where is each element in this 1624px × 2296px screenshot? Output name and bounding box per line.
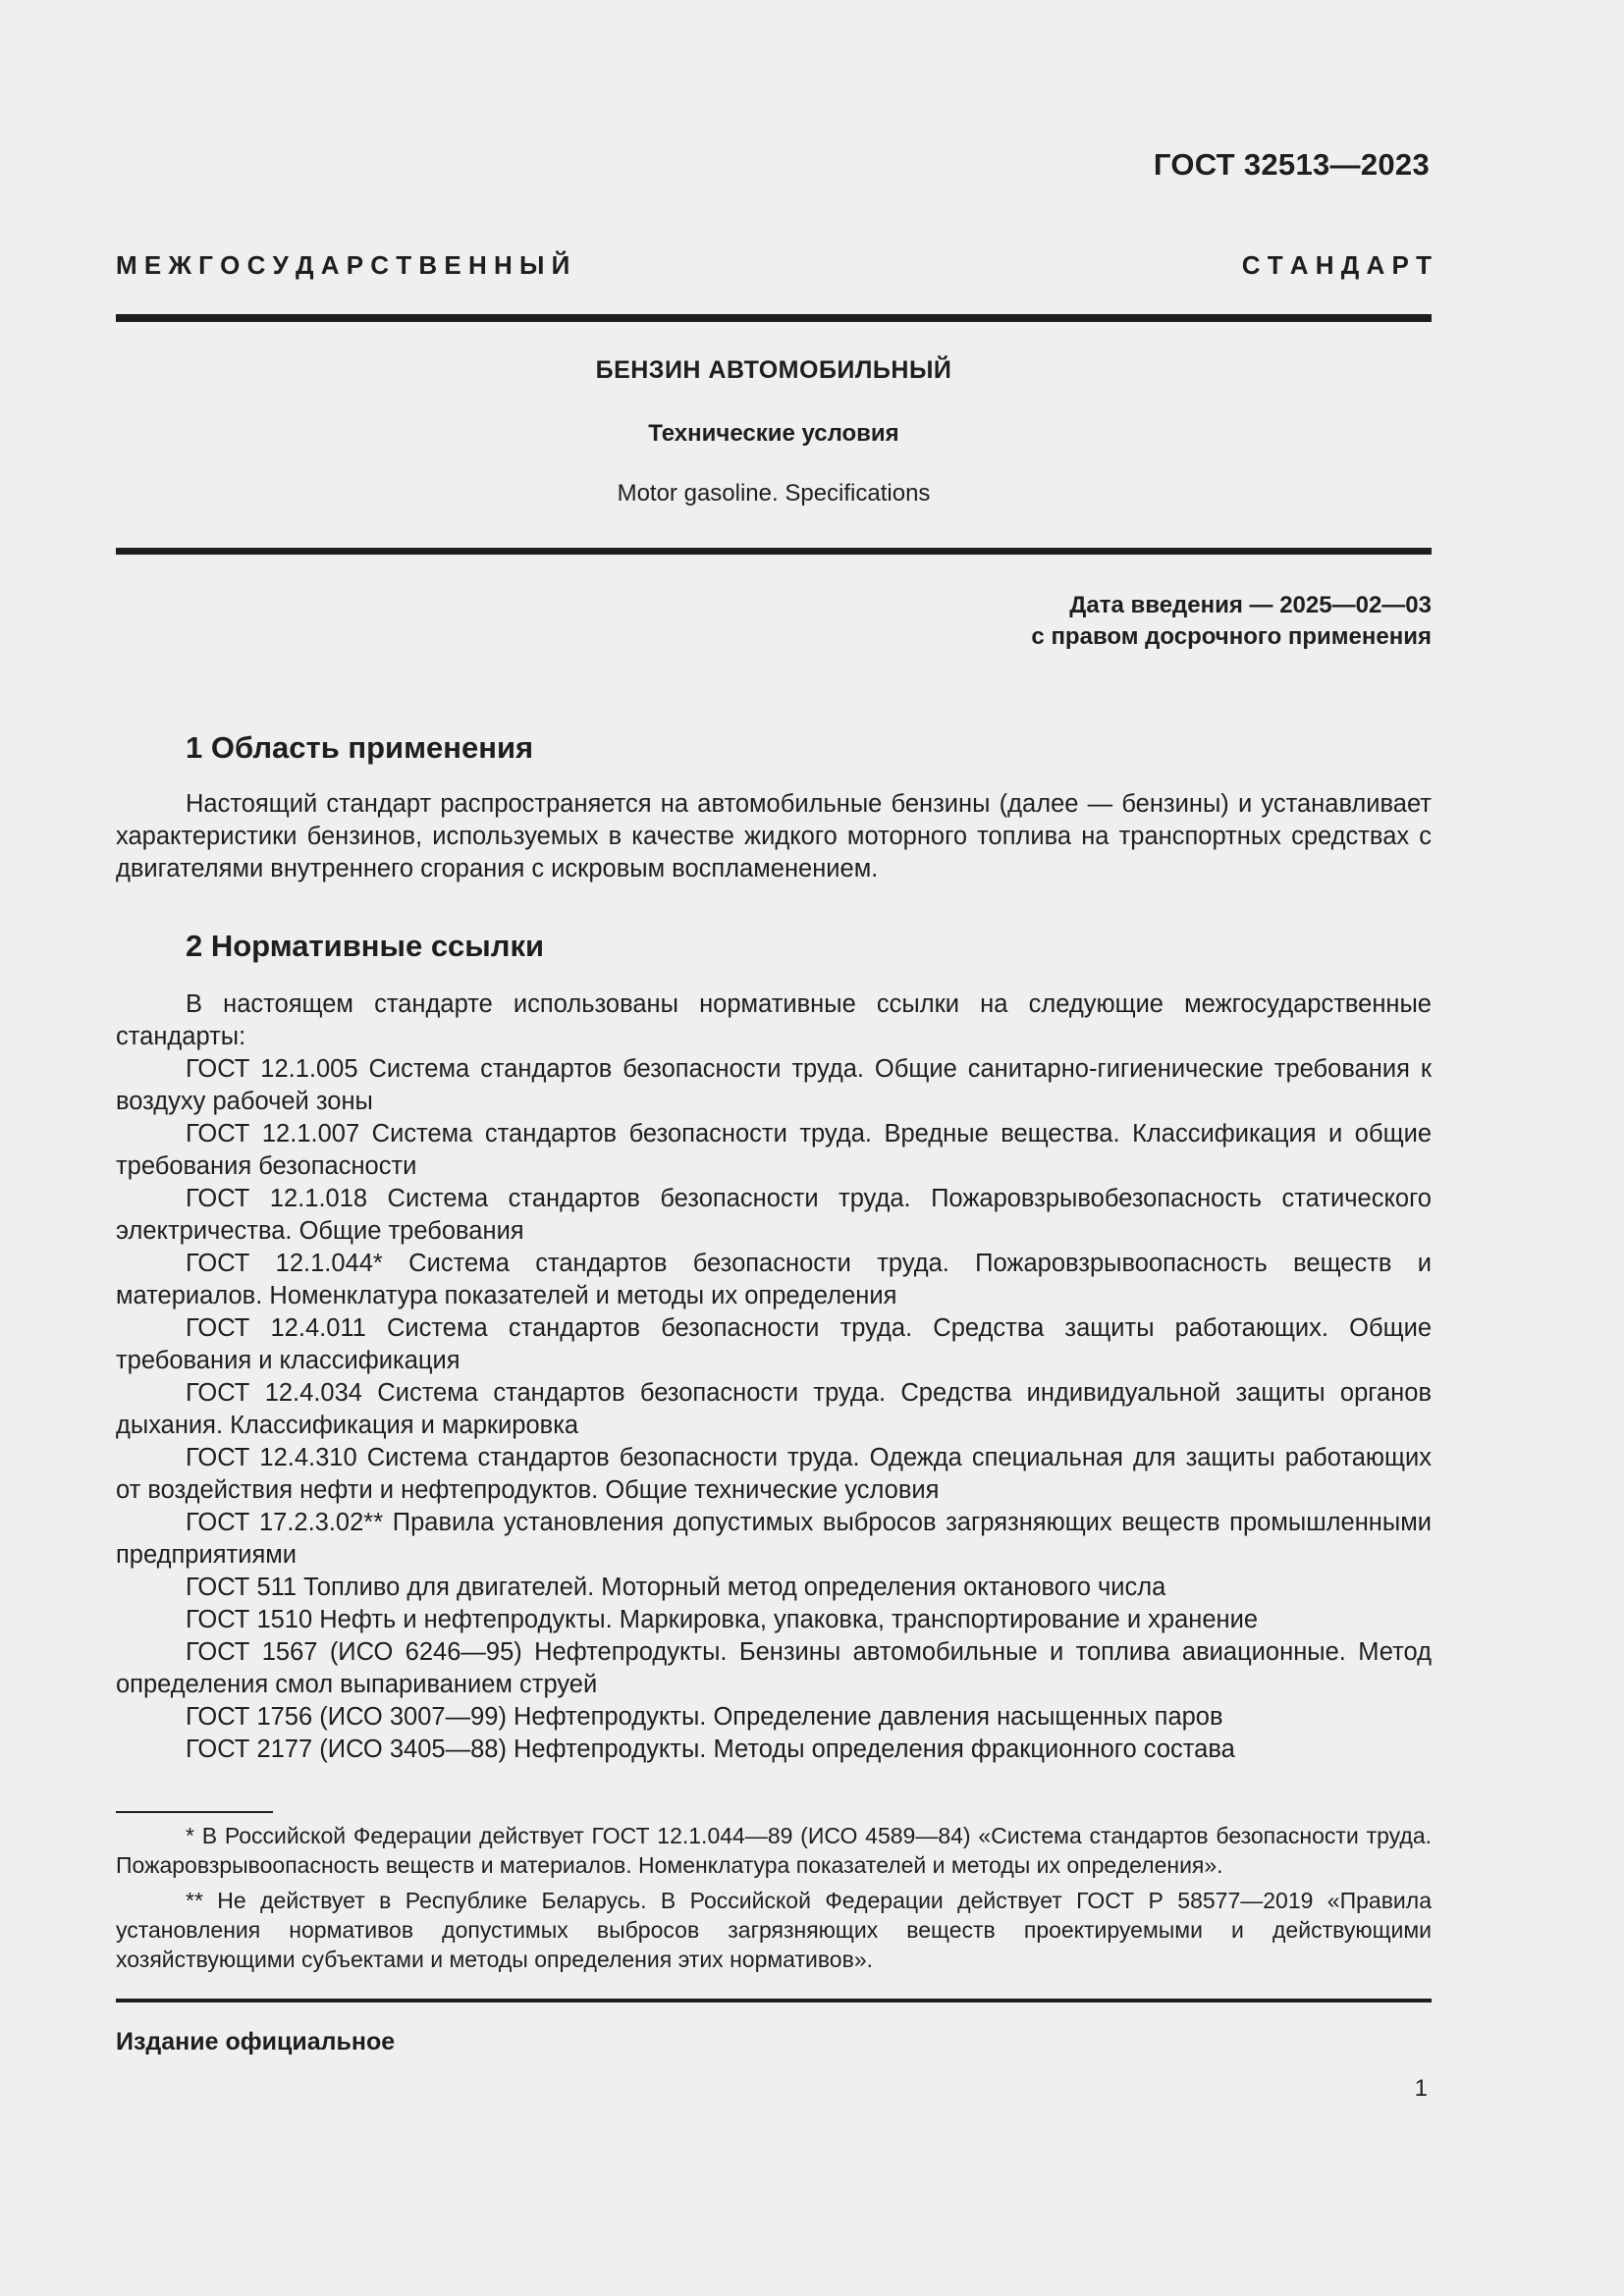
reference-item: ГОСТ 1567 (ИСО 6246—95) Нефтепродукты. Бензины автомобильные и топлива авиационные. Метод определения смол выпариванием струей xyxy=(116,1638,1432,1698)
reference-item: ГОСТ 511 Топливо для двигателей. Моторный метод определения октанового числа xyxy=(186,1574,1166,1601)
reference-item: ГОСТ 2177 (ИСО 3405—88) Нефтепродукты. Методы определения фракционного состава xyxy=(186,1735,1235,1763)
early-application-note: с правом досрочного применения xyxy=(1031,623,1432,650)
section-2-heading: 2 Нормативные ссылки xyxy=(186,929,545,963)
page-number: 1 xyxy=(1414,2075,1428,2102)
footer-rule xyxy=(116,1999,1432,2002)
top-rule xyxy=(116,314,1432,322)
footnote-2: ** Не действует в Республике Беларусь. В Российской Федерации действует ГОСТ Р 58577—2019 «Правила установления нормативов допустимых выбросов загрязняющих веществ проектируемыми и действующими хозяйствующими субъектами и методы определения этих нормативов». xyxy=(116,1888,1432,1972)
document-number: ГОСТ 32513—2023 xyxy=(1153,147,1430,182)
standard-banner xyxy=(116,250,1432,281)
reference-item: ГОСТ 12.1.007 Система стандартов безопасности труда. Вредные вещества. Классификация и общие требования безопасности xyxy=(116,1120,1432,1180)
section-1-text: Настоящий стандарт распространяется на автомобильные бензины (далее — бензины) и устанавливает характеристики бензинов, используемых в качестве жидкого моторного топлива на транспортных средствах с двигателями внутреннего сгорания с искровым воспламенением. xyxy=(116,790,1432,882)
section-1-heading: 1 Область применения xyxy=(186,730,534,765)
reference-item: ГОСТ 12.1.044* Система стандартов безопасности труда. Пожаровзрывоопасность веществ и материалов. Номенклатура показателей и методы их определения xyxy=(116,1250,1432,1309)
footnotes xyxy=(116,1821,1432,1974)
reference-item: ГОСТ 12.4.310 Система стандартов безопасности труда. Одежда специальная для защиты работающих от воздействия нефти и нефтепродуктов. Общие технические условия xyxy=(116,1444,1432,1504)
footnote-separator xyxy=(116,1811,273,1813)
title-rule xyxy=(116,548,1432,555)
banner-word-interstate: М Е Ж Г О С У Д А Р С Т В Е Н Н Ы Й xyxy=(116,250,570,280)
reference-item: ГОСТ 1510 Нефть и нефтепродукты. Маркировка, упаковка, транспортирование и хранение xyxy=(186,1606,1259,1633)
introduction-date xyxy=(1031,590,1432,653)
reference-item: ГОСТ 12.4.034 Система стандартов безопасности труда. Средства индивидуальной защиты органов дыхания. Классификация и маркировка xyxy=(116,1379,1432,1439)
footnote-1: * В Российской Федерации действует ГОСТ 12.1.044—89 (ИСО 4589—84) «Система стандартов безопасности труда. Пожаровзрывоопасность веществ и материалов. Номенклатура показателей и методы их определения». xyxy=(116,1823,1432,1878)
official-edition-label: Издание официальное xyxy=(116,2028,396,2056)
banner-word-standard: С Т А Н Д А Р Т xyxy=(1241,250,1432,280)
section-2-intro: В настоящем стандарте использованы нормативные ссылки на следующие межгосударственные стандарты: xyxy=(116,990,1432,1050)
reference-item: ГОСТ 12.1.005 Система стандартов безопасности труда. Общие санитарно-гигиенические требования к воздуху рабочей зоны xyxy=(116,1055,1432,1115)
introduction-date-line: Дата введения — 2025—02—03 xyxy=(1069,592,1432,618)
reference-item: ГОСТ 1756 (ИСО 3007—99) Нефтепродукты. Определение давления насыщенных паров xyxy=(186,1703,1223,1731)
reference-item: ГОСТ 12.1.018 Система стандартов безопасности труда. Пожаровзрывобезопасность статического электричества. Общие требования xyxy=(116,1185,1432,1245)
reference-item: ГОСТ 17.2.3.02** Правила установления допустимых выбросов загрязняющих веществ промышленными предприятиями xyxy=(116,1509,1432,1569)
english-title: Motor gasoline. Specifications xyxy=(617,480,931,507)
section-2-body xyxy=(116,988,1432,1766)
document-subtitle: Технические условия xyxy=(648,420,899,447)
document-title: БЕНЗИН АВТОМОБИЛЬНЫЙ xyxy=(595,356,952,384)
reference-item: ГОСТ 12.4.011 Система стандартов безопасности труда. Средства защиты работающих. Общие требования и классификация xyxy=(116,1314,1432,1374)
